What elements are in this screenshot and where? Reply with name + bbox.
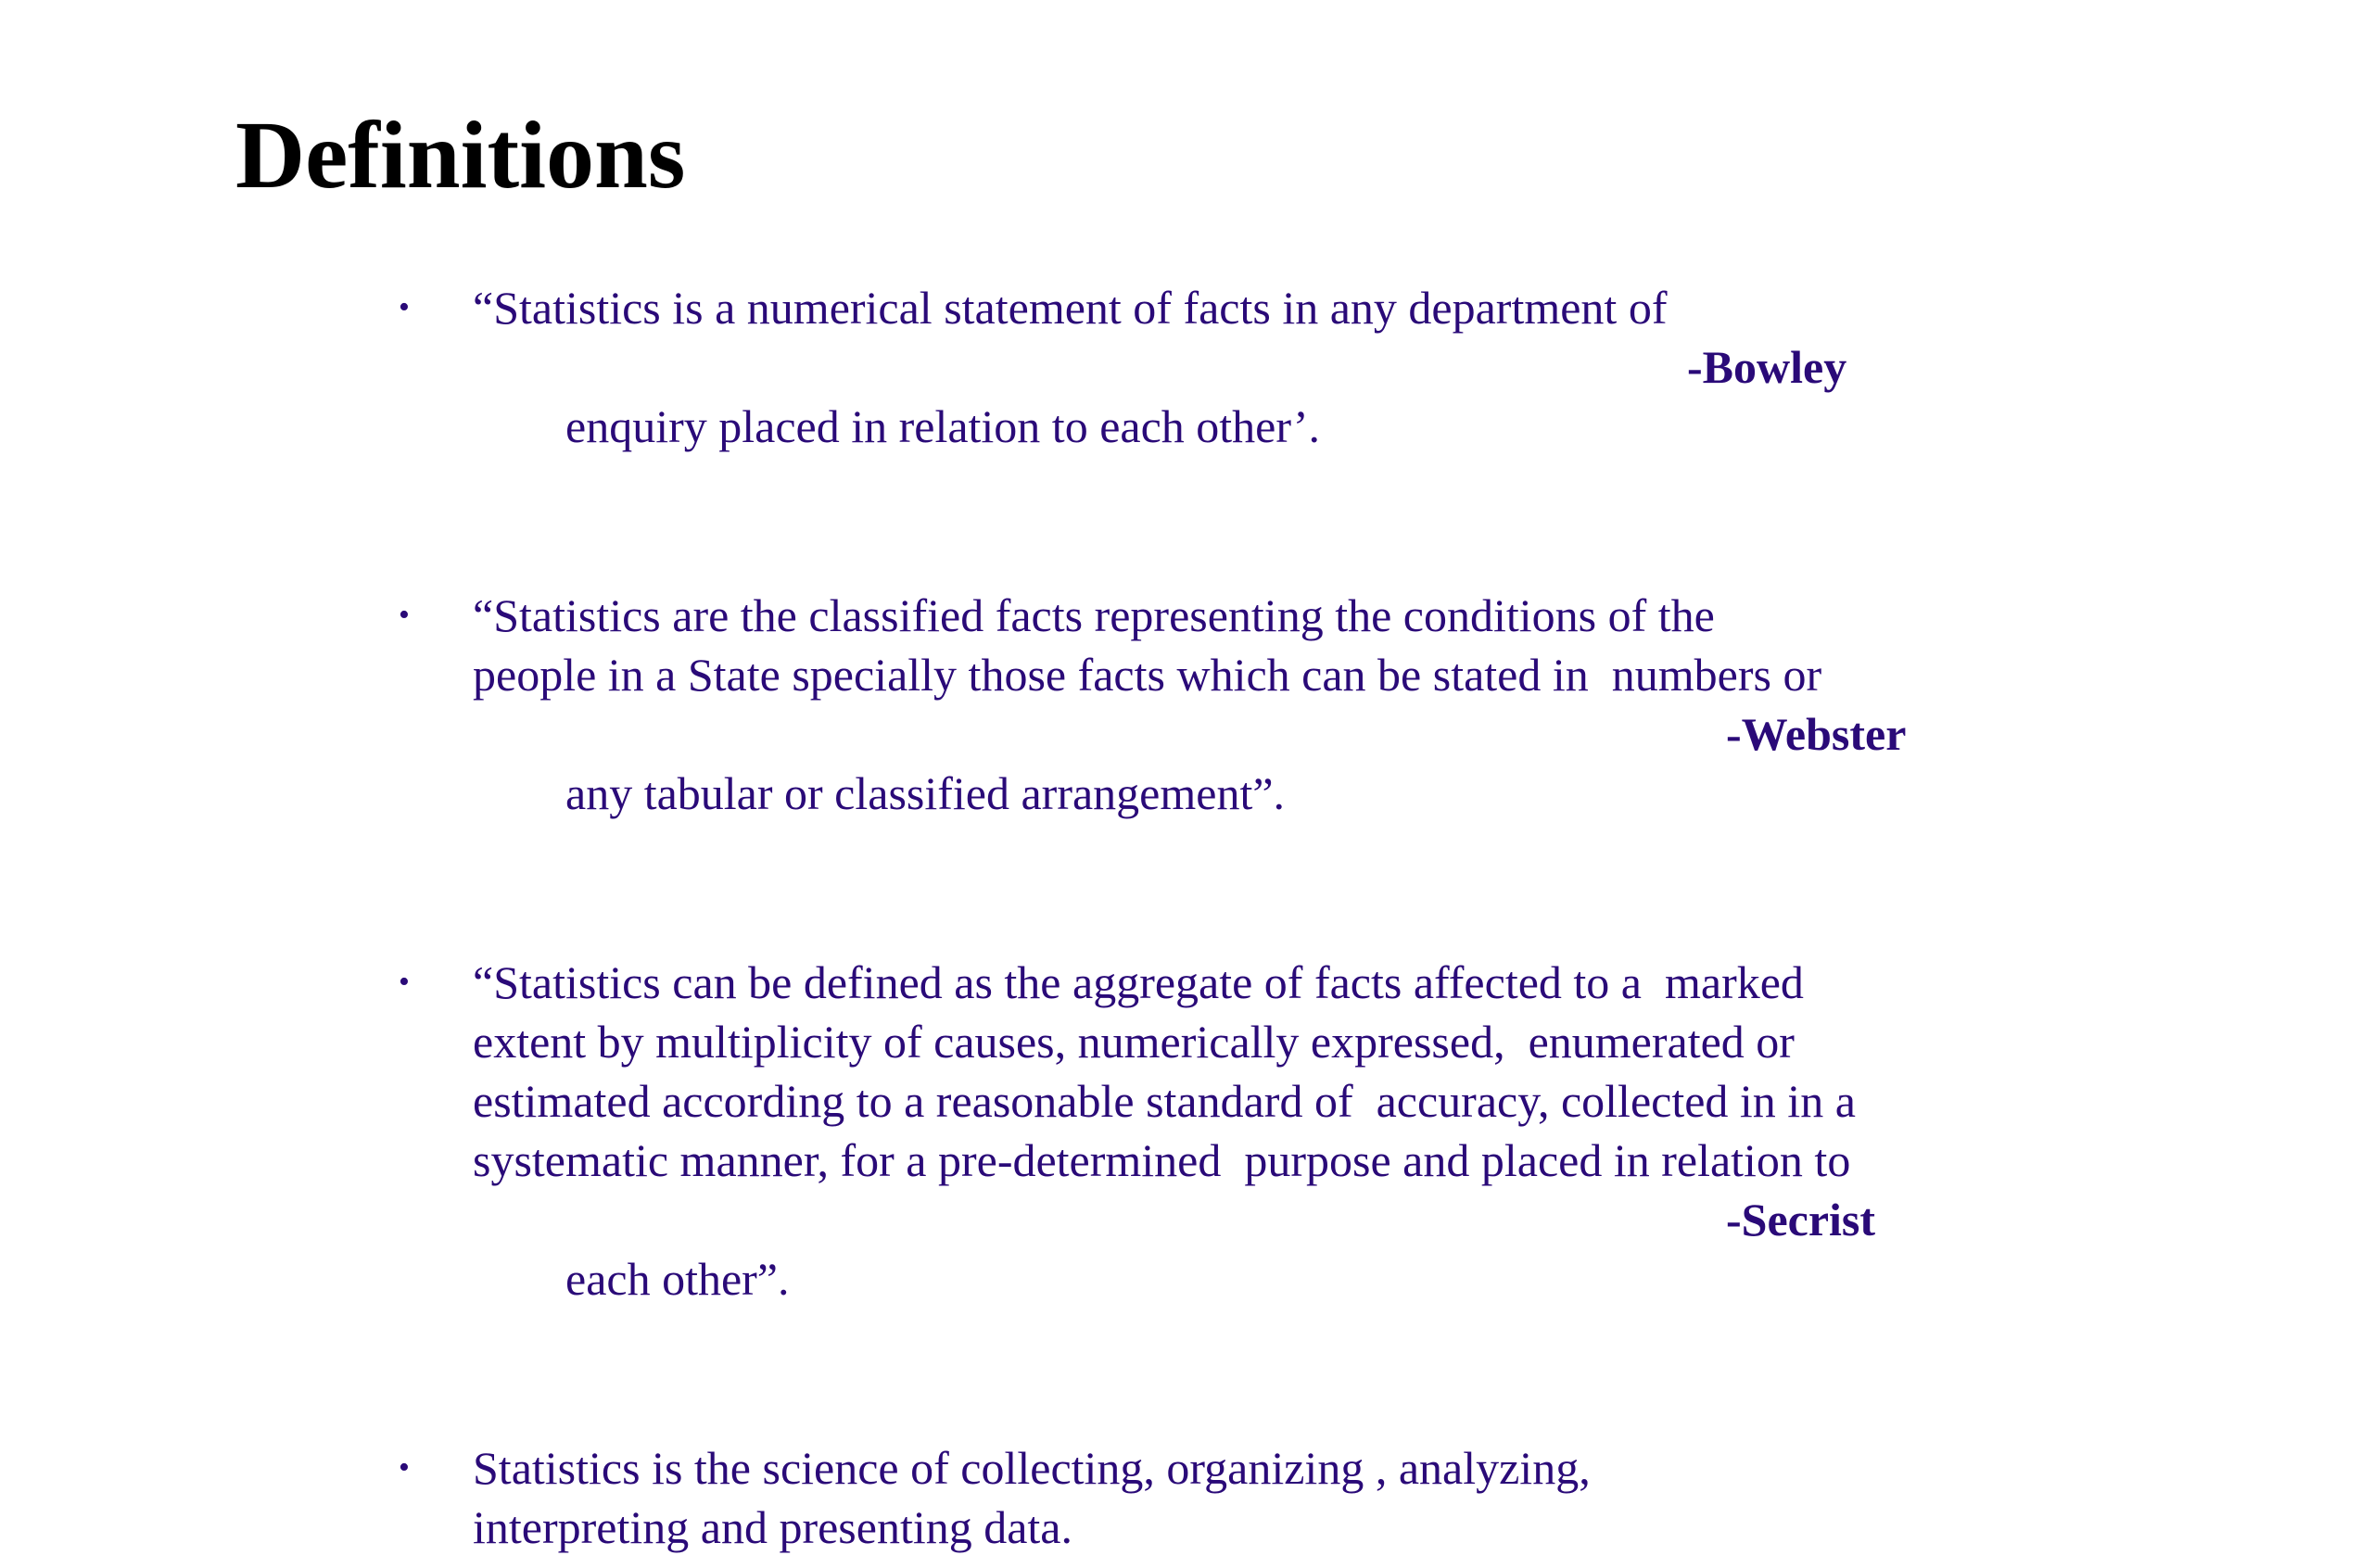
bullet-icon: •: [399, 598, 410, 632]
definition-item: [399, 586, 1993, 942]
definition-item: [399, 953, 1993, 1427]
definition-line: Statistics is the science of collecting, organizing , analyzing,: [473, 1442, 1591, 1494]
definition-line: estimated according to a reasonable standard of accuracy, collected in in a: [473, 1075, 1856, 1127]
definition-line: extent by multiplicity of causes, numerically expressed, enumerated or: [473, 1016, 1795, 1068]
definition-line: “Statistics are the classified facts representing the conditions of the: [473, 589, 1715, 641]
definition-line: people in a State specially those facts which can be stated in numbers or: [473, 649, 1822, 701]
definition-author: -Webster: [1726, 708, 1907, 760]
definition-line-text: any tabular or classified arrangement”.: [565, 767, 1286, 819]
definition-line: “Statistics can be defined as the aggregate of facts affected to a marked: [473, 956, 1804, 1008]
bullet-icon: •: [399, 965, 410, 999]
bullet-icon: •: [399, 1450, 410, 1485]
definition-line: interpreting and presenting data.: [473, 1501, 1072, 1553]
definition-line: “Statistics is a numerical statement of facts in any department of: [473, 282, 1668, 334]
definition-line: systematic manner, for a pre-determined purpose and placed in relation to: [473, 1134, 1851, 1186]
definition-author: -Bowley: [1687, 341, 1847, 393]
definitions-list: [399, 278, 1993, 1568]
definition-line: [473, 337, 1993, 575]
definition-line: [473, 1190, 1993, 1427]
definition-line: [473, 704, 1993, 942]
definition-line-text: each other”.: [565, 1253, 790, 1305]
bullet-icon: •: [399, 290, 410, 324]
definition-item: [399, 278, 1993, 575]
definition-item: [399, 1438, 1993, 1557]
definition-line-text: enquiry placed in relation to each other’.: [565, 400, 1321, 452]
definition-author: -Secrist: [1726, 1194, 1876, 1246]
slide-title: Definitions: [235, 102, 686, 209]
